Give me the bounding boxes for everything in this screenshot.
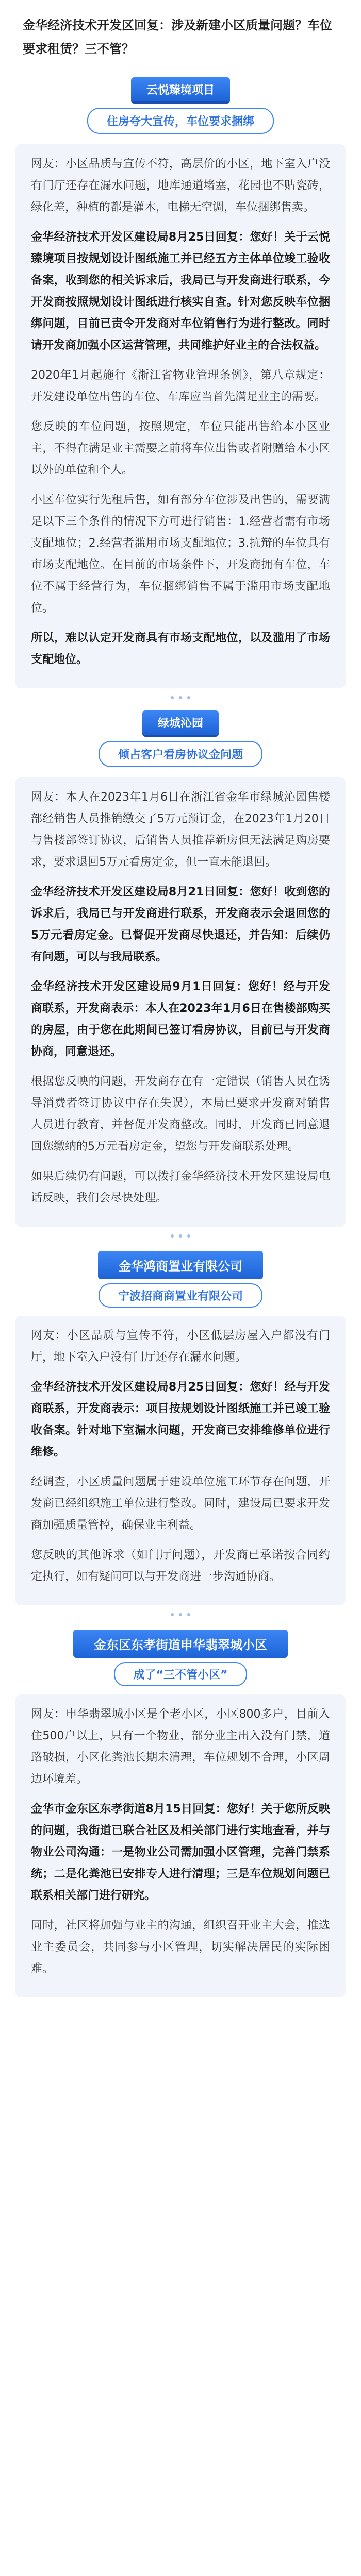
official-answer: 金华市金东区东孝街道8月15日回复：您好！关于您所反映的问题，我街道已联合社区及相关部门进行实地查看，并与物业公司沟通：一是物业公司需加强小区管理，完善门禁系统；二是化粪池已安排专人进行清理；三是车位规划问题已联系相关部门进行研究。 [31,1803,330,1902]
content-card [15,1316,346,1605]
section-3 [15,1230,346,1605]
section-pill: 倾占客户看房协议金问题 [99,741,262,767]
section-badge: 绿城沁园 [142,710,219,735]
content-card [15,144,346,688]
answer-paragraph: 小区车位实行先租后售，如有部分车位涉及出售的，需要满足以下三个条件的情况下方可进行销售：1.经营者需有市场支配地位；2.经营者滥用市场支配地位；3.抗辩的车位具有市场支配地位。在目前的市场条件下，开发商拥有车位，车位不属于经营行为，车位捆绑销售不属于滥用市场支配地位。 [31,494,330,615]
answer-paragraph: 根据您反映的问题，开发商存在有一定错误（销售人员在诱导消费者签订协议中存在失误），本局已要求开发商对销售人员进行教育，并督促开发商整改。同时，开发商已同意退回您缴纳的5万元看房定金，望您与开发商联系处理。 [31,1075,330,1153]
answer-paragraph: 经调查，小区质量问题属于建设单位施工环节存在问题，开发商已经组织施工单位进行整改。同时，建设局已要求开发商加强质量管控，确保业主利益。 [31,1476,330,1532]
divider-dots [15,691,346,701]
netizen-question: 网友：本人在2023年1月6日在浙江省金华市绿城沁园售楼部经销售人员推销缴交了5万元预订金，在2023年1月20日与售楼部签订协议，后销售人员推荐新房但无法满足购房要求，要求退回5万元看房定金，但一直未能退回。 [31,791,330,869]
answer-paragraph: 金华经济技术开发区建设局9月1日回复：您好！经与开发商联系，开发商表示：本人在2023年1月6日在售楼部购买的房屋，由于您在此期间已签订看房协议，目前已与开发商协商，同意退还。 [31,980,330,1058]
official-answer: 金华经济技术开发区建设局8月25日回复：您好！经与开发商联系，开发商表示：项目按规划设计图纸施工并已竣工验收备案。针对地下室漏水问题，开发商已安排维修单位进行维修。 [31,1381,330,1459]
section-header [15,1630,346,1686]
section-header [15,1251,346,1308]
section-header-subtitle: 宁波招商商置业有限公司 [99,1283,262,1308]
netizen-question: 网友：申华翡翠城小区是个老小区，小区800多户，目前入住500户以上，只有一个物业，部分业主出入没有门禁，道路破损，小区化粪池长期未清理，车位规划不合理，小区周边环境差。 [31,1708,330,1786]
answer-paragraph: 2020年1月起施行《浙江省物业管理条例》，第八章规定：开发建设单位出售的车位、车库应当首先满足业主的需要。 [31,369,330,403]
official-answer: 金华经济技术开发区建设局8月25日回复：您好！关于云悦臻境项目按规划设计图纸施工并已经五方主体单位竣工验收备案，收到您的相关诉求后，我局已与开发商进行联系，今开发商按照规划设计图纸进行核实自查。针对您反映车位捆绑问题，目前已责令开发商对车位销售行为进行整改。同时请开发商加强小区运营管理，共同维护好业主的合法权益。 [31,231,330,352]
content-card [15,777,346,1227]
answer-paragraph: 如果后续仍有问题，可以拨打金华经济技术开发区建设局电话反映，我们会尽快处理。 [31,1170,330,1205]
section-4 [15,1608,346,1997]
answer-paragraph: 您反映的车位问题，按照规定，车位只能出售给本小区业主，不得在满足业主需要之前将车位出售或者附赠给本小区以外的单位和个人。 [31,420,330,477]
lead-title: 金华经济技术开发区回复：涉及新建小区质量问题？车位要求租赁？三不管？ [23,18,332,56]
netizen-question: 网友：小区品质与宣传不符，小区低层房屋入户都没有门厅，地下室入户没有门厅还存在漏水问题。 [31,1329,330,1364]
answer-paragraph: 同时，社区将加强与业主的沟通，组织召开业主大会，推选业主委员会，共同参与小区管理，切实解决居民的实际困难。 [31,1919,330,1975]
divider-dots [15,1608,346,1618]
section-header-title: 金东区东孝街道申华翡翠城小区 [73,1630,288,1658]
answer-paragraph: 您反映的其他诉求（如门厅问题），开发商已承诺按合同约定执行，如有疑问可以与开发商进一步沟通协商。 [31,1549,330,1583]
official-answer: 金华经济技术开发区建设局8月21日回复：您好！收到您的诉求后，我局已与开发商进行联系，开发商表示会退回您的5万元看房定金。已督促开发商尽快退还，并告知：后续仍有问题，可以与我局联系。 [31,886,330,963]
section-1 [15,77,346,688]
divider-dots [15,1230,346,1240]
section-header-title: 金华鸿商置业有限公司 [98,1251,263,1279]
section-pill: 住房夸大宣传，车位要求捆绑 [87,108,274,134]
section-badge: 云悦臻境项目 [131,77,230,101]
netizen-question: 网友：小区品质与宣传不符，高层价的小区，地下室入户没有门厅还存在漏水问题，地库通道堵塞，花园也不贴瓷砖，绿化差，种植的都是灌木，电梯无空调，车位捆绑售卖。 [31,158,330,214]
content-card [15,1694,346,1997]
answer-conclusion: 所以，难以认定开发商具有市场支配地位，以及滥用了市场支配地位。 [31,632,330,666]
section-2 [15,691,346,1227]
section-header-subtitle: 成了“三不管小区” [114,1662,248,1686]
